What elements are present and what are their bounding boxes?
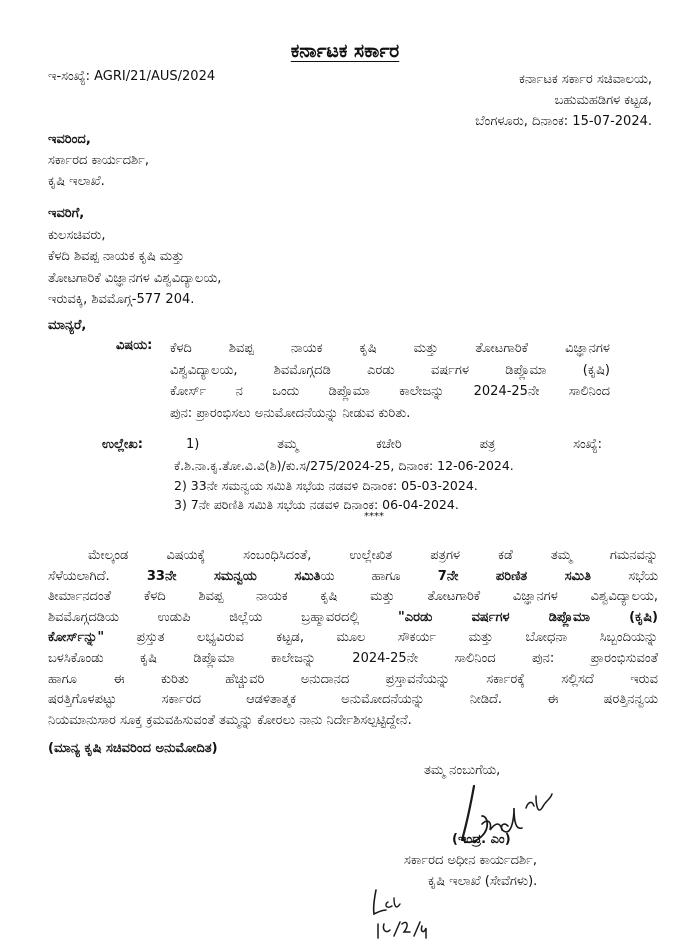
body-text: ಪ್ರಸ್ತುತ ಲಭ್ಯವಿರುವ ಕಟ್ಟಡ, ಮೂಲ ಸೌಕರ್ಯ ಮತ್ತು ಬೋಧನಾ ಸಿಬ್ಬಂದಿಯನ್ನು — [136, 630, 659, 646]
body-text: ಸಭೆಯ — [628, 568, 658, 584]
reference-label: ಉಲ್ಲೇಖ: — [102, 437, 143, 452]
government-title: ಕರ್ನಾಟಕ ಸರ್ಕಾರ — [290, 40, 400, 62]
reference-word: ತಮ್ಮ — [277, 437, 299, 452]
body-bold-text: 7ನೇ ಪರಿಣಿತ ಸಮಿತಿ — [437, 568, 591, 584]
separator: **** — [364, 511, 384, 522]
body-bold-text: 33ನೇ ಸಮನ್ವಯ ಸಮಿತಿ — [146, 568, 321, 584]
signatory-department: ಕೃಷಿ ಇಲಾಖೆ (ಸೇವೆಗಳು). — [428, 874, 538, 889]
body-line: ಹಾಗೂ ಈ ಕುರಿತು ಹೆಚ್ಚುವರಿ ಅನುದಾನದ ಪ್ರಸ್ತಾವನೆಯನ್ನು ಸರ್ಕಾರಕ್ಕೆ ಸಲ್ಲಿಸದೆ ಇರುವ — [48, 671, 658, 687]
office-line: ಕರ್ನಾಟಕ ಸರ್ಕಾರ ಸಚಿವಾಲಯ, — [518, 72, 652, 87]
signatory-designation: ಸರ್ಕಾರದ ಅಧೀನ ಕಾರ್ಯದರ್ಶಿ, — [404, 853, 538, 868]
to-label: ಇವರಿಗೆ, — [48, 206, 85, 221]
from-label: ಇವರಿಂದ, — [48, 132, 91, 147]
subject-label: ವಿಷಯ: — [116, 338, 153, 353]
body-text: ಶಿವಮೊಗ್ಗದಡಿಯ ಉಡುಪಿ ಜಿಲ್ಲೆಯ ಬ್ರಹ್ಮಾವರದಲ್ಲಿ — [48, 609, 360, 625]
from-line: ಕೃಷಿ ಇಲಾಖೆ. — [48, 174, 105, 189]
body-line — [48, 608, 658, 629]
from-line: ಸರ್ಕಾರದ ಕಾರ್ಯದರ್ಶಿ, — [48, 153, 149, 168]
body-bold-text: "ಎರಡು ವರ್ಷಗಳ ಡಿಪ್ಲೊಮಾ (ಕೃಷಿ) — [398, 609, 659, 625]
office-line: ಬೆಂಗಳೂರು, ದಿನಾಂಕ: 15-07-2024. — [475, 114, 652, 129]
reference-word: ಕಚೇರಿ — [375, 437, 402, 452]
subject-line: ವಿಶ್ವವಿದ್ಯಾಲಯ, ಶಿವಮೊಗ್ಗದಡಿ ಎರಡು ವರ್ಷಗಳ ಡಿಪ್ಲೊಮಾ (ಕೃಷಿ) — [170, 362, 610, 378]
subject-line: ಕೆಳದಿ ಶಿವಪ್ಪ ನಾಯಕ ಕೃಷಿ ಮತ್ತು ತೋಟಗಾರಿಕೆ ವಿಜ್ಞಾನಗಳ — [170, 341, 610, 356]
reference-item: ಕೆ.ಶಿ.ನಾ.ಕೃ.ತೋ.ವಿ.ವಿ(ಶಿ)/ಕು.ಸ/275/2024-25, ದಿನಾಂಕ: 12-06-2024. — [174, 458, 514, 473]
to-line: ತೋಟಗಾರಿಕೆ ವಿಜ್ಞಾನಗಳ ವಿಶ್ವವಿದ್ಯಾಲಯ, — [48, 270, 222, 286]
to-line: ಕುಲಸಚಿವರು, — [48, 227, 106, 243]
body-line — [48, 567, 658, 588]
handwritten-initials — [368, 884, 430, 942]
reference-list — [174, 456, 514, 515]
file-number: ಇ-ಸಂಖ್ಯೆ: AGRI/21/AUS/2024 — [48, 69, 216, 84]
to-line: ಇರುವಕ್ಕಿ, ಶಿವಮೊಗ್ಗ-577 204. — [48, 292, 195, 307]
body-line — [48, 628, 658, 649]
office-line: ಬಹುಮಹಡಿಗಳ ಕಟ್ಟಡ, — [554, 93, 652, 108]
body-text: ಯ ಹಾಗೂ — [320, 568, 401, 584]
subject-text — [170, 338, 610, 424]
body-bold-text: ಕೋರ್ಸ್‌ನ್ನು" — [48, 630, 105, 646]
salutation: ಮಾನ್ಯರೆ, — [48, 318, 87, 333]
body-line: ಷರತ್ತಿಗೊಳಪಟ್ಟು ಸರ್ಕಾರದ ಆಡಳಿತಾತ್ಮಕ ಅನುಮೋದನೆಯನ್ನು ನೀಡಿದೆ. ಈ ಷರತ್ತಿನನ್ವಯ — [48, 692, 658, 708]
reference-word: ಪತ್ರ — [479, 437, 496, 452]
body-paragraph — [48, 546, 658, 731]
body-line: ಮೇಲ್ಕಂಡ ವಿಷಯಕ್ಕೆ ಸಂಬಂಧಿಸಿದಂತೆ, ಉಲ್ಲೇಖಿತ ಪತ್ರಗಳ ಕಡೆ ತಮ್ಮ ಗಮನವನ್ನು — [88, 548, 658, 563]
reference-word: ಸಂಖ್ಯೆ: — [573, 437, 602, 452]
signatory-name: (ಇಂದ್ರ. ಎಂ) — [452, 832, 511, 847]
office-address — [475, 69, 652, 132]
subject-line: ಪುನ: ಪ್ರಾರಂಭಿಸಲು ಅನುಮೋದನೆಯನ್ನು ನೀಡುವ ಕುರಿತು. — [170, 405, 411, 421]
reference-item: 2) 33ನೇ ಸಮನ್ವಯ ಸಮಿತಿ ಸಭೆಯ ನಡವಳಿ ದಿನಾಂಕ: 05-03-2024. — [174, 477, 478, 493]
closing-text: ತಮ್ಮ ನಂಬುಗೆಯ, — [424, 763, 501, 778]
reference-item: 3) 7ನೇ ಪರಿಣಿತಿ ಸಮಿತಿ ಸಭೆಯ ನಡವಳಿ ದಿನಾಂಕ: 06-04-2024. — [174, 497, 459, 512]
to-line: ಕೆಳದಿ ಶಿವಪ್ಪ ನಾಯಕ ಕೃಷಿ ಮತ್ತು — [48, 249, 185, 264]
from-block — [48, 129, 149, 192]
approval-note: (ಮಾನ್ಯ ಕೃಷಿ ಸಚಿವರಿಂದ ಅನುಮೋದಿತ) — [48, 741, 218, 756]
body-line: ಬಳಸಿಕೊಂಡು ಕೃಷಿ ಡಿಪ್ಲೊಮಾ ಕಾಲೇಜನ್ನು 2024-25ನೇ ಸಾಲಿನಿಂದ ಪುನ: ಪ್ರಾರಂಭಿಸುವಂತೆ — [48, 650, 658, 666]
body-text: ಸೆಳೆಯಲಾಗಿದೆ. — [48, 568, 110, 584]
subject-line: ಕೋರ್ಸ್ ನ ಒಂದು ಡಿಪ್ಲೊಮಾ ಕಾಲೇಜನ್ನು 2024-25ನೇ ಸಾಲಿನಿಂದ — [170, 384, 610, 399]
reference-first-line — [186, 437, 602, 452]
reference-word: 1) — [186, 437, 200, 452]
to-block — [48, 203, 221, 311]
body-line: ನಿಯಮಾನುಸಾರ ಸೂಕ್ತ ಕ್ರಮವಹಿಸುವಂತೆ ತಮ್ಮನ್ನು ಕೋರಲು ನಾನು ನಿರ್ದೇಶಿಸಲ್ಪಟ್ಟಿದ್ದೇನೆ. — [48, 712, 412, 728]
body-line: ತೀರ್ಮಾನದಂತೆ ಕೆಳದಿ ಶಿವಪ್ಪ ನಾಯಕ ಕೃಷಿ ಮತ್ತು ತೋಟಗಾರಿಕೆ ವಿಜ್ಞಾನಗಳ ವಿಶ್ವವಿದ್ಯಾಲಯ, — [48, 589, 658, 605]
